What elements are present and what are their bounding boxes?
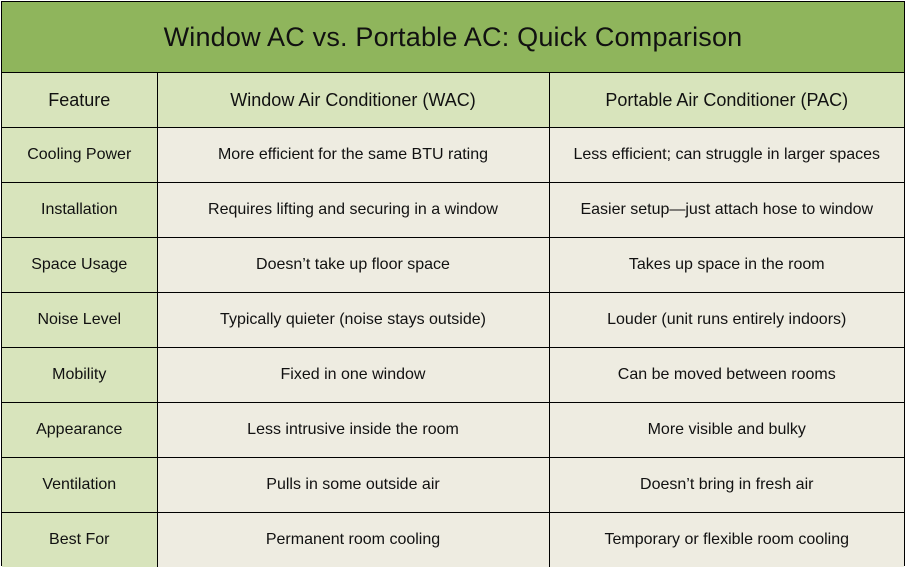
- row-feature-label: Ventilation: [2, 458, 157, 513]
- row-wac-value: Requires lifting and securing in a window: [157, 183, 549, 238]
- header-portable-ac: Portable Air Conditioner (PAC): [549, 73, 904, 128]
- row-pac-value: Doesn’t bring in fresh air: [549, 458, 904, 513]
- row-wac-value: Fixed in one window: [157, 348, 549, 403]
- row-pac-value: Temporary or flexible room cooling: [549, 513, 904, 568]
- row-pac-value: Easier setup—just attach hose to window: [549, 183, 904, 238]
- page-title: Window AC vs. Portable AC: Quick Comparison: [2, 2, 904, 73]
- row-feature-label: Space Usage: [2, 238, 157, 293]
- row-wac-value: Pulls in some outside air: [157, 458, 549, 513]
- header-window-ac: Window Air Conditioner (WAC): [157, 73, 549, 128]
- table-row: [2, 238, 904, 293]
- table-row: [2, 458, 904, 513]
- table-row: [2, 183, 904, 238]
- row-feature-label: Noise Level: [2, 293, 157, 348]
- row-pac-value: Louder (unit runs entirely indoors): [549, 293, 904, 348]
- table-row: [2, 348, 904, 403]
- row-wac-value: Doesn’t take up floor space: [157, 238, 549, 293]
- row-pac-value: Takes up space in the room: [549, 238, 904, 293]
- row-pac-value: Less efficient; can struggle in larger spaces: [549, 128, 904, 183]
- row-wac-value: Less intrusive inside the room: [157, 403, 549, 458]
- table-row: [2, 128, 904, 183]
- table-header-row: [2, 73, 904, 128]
- comparison-table: [2, 73, 904, 567]
- row-pac-value: Can be moved between rooms: [549, 348, 904, 403]
- row-feature-label: Installation: [2, 183, 157, 238]
- table-row: [2, 403, 904, 458]
- row-feature-label: Appearance: [2, 403, 157, 458]
- comparison-table-container: [1, 1, 905, 566]
- table-row: [2, 513, 904, 568]
- header-feature: Feature: [2, 73, 157, 128]
- row-feature-label: Best For: [2, 513, 157, 568]
- row-pac-value: More visible and bulky: [549, 403, 904, 458]
- row-wac-value: More efficient for the same BTU rating: [157, 128, 549, 183]
- table-row: [2, 293, 904, 348]
- row-wac-value: Permanent room cooling: [157, 513, 549, 568]
- row-wac-value: Typically quieter (noise stays outside): [157, 293, 549, 348]
- row-feature-label: Mobility: [2, 348, 157, 403]
- row-feature-label: Cooling Power: [2, 128, 157, 183]
